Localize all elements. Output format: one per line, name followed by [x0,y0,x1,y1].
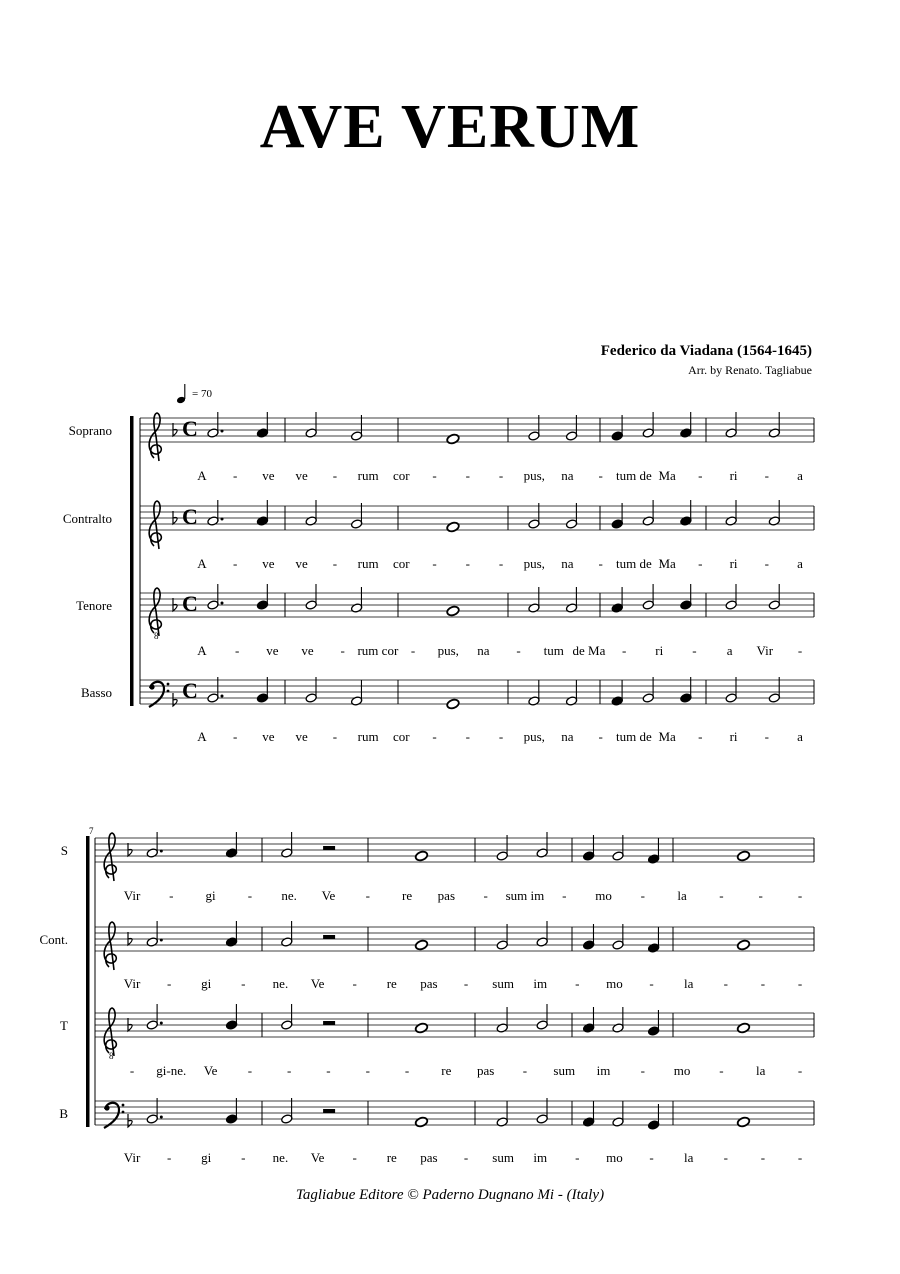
lyric-syllable: pas [420,976,438,991]
publisher-footer: Tagliabue Editore © Paderno Dugnano Mi - (Italy) [295,1187,605,1203]
lyric-syllable: - [287,1063,292,1078]
lyric-syllable: - [649,976,654,991]
lyric-syllable: ri [729,556,738,571]
lyric-syllable: - [692,643,697,658]
lyric-syllable: - [621,643,627,658]
staff-label: S [60,843,68,858]
lyric-syllable: - [233,556,238,571]
lyric-syllable: - [332,556,338,571]
lyric-syllable: - [235,643,240,658]
lyric-syllable: - [465,468,470,483]
lyric-syllable: - [498,556,504,571]
lyric-syllable: - [797,976,803,991]
lyric-syllable: Ve [321,888,336,903]
lyric-syllable: - [797,1150,803,1165]
lyric-syllable: ve [262,729,275,744]
lyric-syllable: ri [655,643,664,658]
lyric-syllable: - [698,556,703,571]
lyric-syllable: ve [295,468,308,483]
page-title: AVE VERUM [259,93,641,161]
lyric-syllable: im [533,1150,548,1165]
lyric-syllable: ne. [281,888,297,903]
lyric-syllable: - [719,888,724,903]
lyric-syllable: rum [357,729,379,744]
lyric-syllable: sum im [505,888,545,903]
lyric-syllable: - [332,468,338,483]
lyric-syllable: - [640,888,645,903]
lyric-syllable: mo [673,1063,691,1078]
lyric-syllable: - [465,729,470,744]
lyric-syllable: - [365,888,370,903]
lyric-syllable: la [677,888,687,903]
lyric-syllable: gi-ne. [156,1063,187,1078]
lyric-syllable: - [365,1063,370,1078]
lyric-syllable: pus, [437,643,459,658]
octave-marker: 8 [109,1051,114,1061]
lyric-syllable: A [197,729,207,744]
lyric-syllable: - [797,888,803,903]
lyric-syllable: pus, [523,729,545,744]
time-signature-common: C [182,416,198,441]
time-signature-common: C [182,504,198,529]
lyric-syllable: a [797,468,803,483]
lyric-syllable: Ma [658,729,676,744]
lyric-syllable: mo [595,888,612,903]
lyric-syllable: ri [729,468,738,483]
lyric-syllable: - [352,976,357,991]
lyric-syllable: ve [262,468,275,483]
lyric-syllable: la [683,976,694,991]
lyric-syllable: - [352,1150,357,1165]
lyric-syllable: sum [492,976,514,991]
lyric-syllable: cor [393,556,410,571]
lyric-syllable: - [649,1150,654,1165]
lyric-syllable: a [797,556,803,571]
lyric-syllable: a [726,643,733,658]
lyric-syllable: ve [266,643,279,658]
lyric-syllable: - [575,1150,580,1165]
lyric-syllable: gi [201,976,212,991]
lyric-syllable: Ve [203,1063,218,1078]
lyric-syllable: - [410,643,416,658]
lyric-syllable: gi [201,1150,212,1165]
lyric-syllable: - [326,1063,331,1078]
time-signature-common: C [182,591,198,616]
lyric-syllable: - [463,976,469,991]
lyric-syllable: cor [393,729,410,744]
lyric-syllable: tum de [616,468,652,483]
lyric-syllable: - [723,976,728,991]
lyric-syllable: - [764,468,769,483]
lyric-syllable: - [764,556,769,571]
lyric-syllable: - [247,1063,253,1078]
lyric-syllable: pas [420,1150,438,1165]
measure-number: 7 [89,826,94,836]
lyric-syllable: re [386,1150,397,1165]
tempo-text: = 70 [192,388,212,400]
lyric-syllable: - [483,888,488,903]
lyric-syllable: ne. [272,976,289,991]
lyric-syllable: A [197,556,207,571]
lyric-syllable: - [598,729,603,744]
staff-label: T [60,1018,68,1033]
composer-credit: Federico da Viadana (1564-1645) [600,343,812,359]
lyric-syllable: - [760,1150,766,1165]
lyric-syllable: ve [301,643,314,658]
lyric-syllable: - [465,556,470,571]
lyric-syllable: rum cor [357,643,399,658]
lyric-syllable: Vir [123,888,141,903]
lyric-syllable: - [166,976,172,991]
lyric-syllable: sum [492,1150,514,1165]
lyric-syllable: - [760,976,766,991]
lyric-syllable: - [562,888,567,903]
lyric-syllable: pus, [523,556,545,571]
lyric-syllable: tum [543,643,564,658]
lyric-syllable: tum de [616,729,652,744]
lyric-syllable: - [241,976,246,991]
lyric-syllable: - [575,976,580,991]
lyric-syllable: - [332,729,338,744]
lyric-syllable: mo [606,1150,623,1165]
time-signature-common: C [182,678,198,703]
lyric-syllable: Ma [658,468,676,483]
lyric-syllable: Vir [756,643,774,658]
lyric-syllable: - [432,729,437,744]
staff-label: Basso [80,685,112,700]
lyric-syllable: - [498,468,504,483]
lyric-syllable: - [432,468,437,483]
lyric-syllable: im [596,1063,611,1078]
lyric-syllable: - [516,643,521,658]
lyric-syllable: - [698,729,703,744]
staff-label: Soprano [68,423,112,438]
lyric-syllable: - [723,1150,728,1165]
lyric-syllable: pus, [523,468,545,483]
lyric-syllable: - [463,1150,469,1165]
lyric-syllable: na [477,643,490,658]
lyric-syllable: Vir [123,1150,141,1165]
lyric-syllable: - [169,888,174,903]
lyric-syllable: - [522,1063,528,1078]
lyric-syllable: ne. [272,1150,289,1165]
lyric-syllable: na [561,556,574,571]
lyric-syllable: - [797,1063,803,1078]
lyric-syllable: rum [357,468,379,483]
lyric-syllable: - [233,729,238,744]
lyric-syllable: cor [393,468,410,483]
staff-label: Cont. [39,932,68,947]
lyric-syllable: la [756,1063,766,1078]
lyric-syllable: la [683,1150,694,1165]
lyric-syllable: - [640,1063,645,1078]
lyric-syllable: ri [729,729,738,744]
lyric-syllable: A [197,468,207,483]
lyric-syllable: ve [262,556,275,571]
lyric-syllable: re [401,888,413,903]
lyric-syllable: - [241,1150,246,1165]
lyric-syllable: Ma [658,556,676,571]
lyric-syllable: - [719,1063,724,1078]
lyric-syllable: rum [357,556,379,571]
lyric-syllable: - [129,1063,135,1078]
lyric-syllable: im [533,976,548,991]
lyric-syllable: re [386,976,397,991]
lyric-syllable: ve [295,729,308,744]
lyric-syllable: - [797,643,803,658]
lyric-syllable: - [698,468,703,483]
lyric-syllable: re [441,1063,452,1078]
lyric-syllable: gi [205,888,216,903]
staff-label: B [59,1106,68,1121]
staff-label: Tenore [76,598,112,613]
lyric-syllable: - [758,888,763,903]
lyric-syllable: na [561,729,574,744]
lyric-syllable: tum de [616,556,652,571]
lyric-syllable: - [598,556,603,571]
arranger-credit: Arr. by Renato. Tagliabue [688,363,812,377]
lyric-syllable: - [233,468,238,483]
lyric-syllable: na [561,468,574,483]
lyric-syllable: Ve [310,976,325,991]
lyric-syllable: sum [553,1063,576,1078]
lyric-syllable: - [498,729,504,744]
lyric-syllable: - [404,1063,410,1078]
lyric-syllable: - [432,556,437,571]
lyric-syllable: - [764,729,769,744]
lyric-syllable: - [166,1150,172,1165]
lyric-syllable: pas [437,888,456,903]
octave-marker: 8 [154,631,159,641]
lyric-syllable: a [797,729,803,744]
lyric-syllable: - [598,468,603,483]
lyric-syllable: Vir [123,976,141,991]
lyric-syllable: Ve [310,1150,325,1165]
lyric-syllable: - [247,888,253,903]
lyric-syllable: - [340,643,345,658]
staff-label: Contralto [62,511,112,526]
lyric-syllable: ve [295,556,308,571]
lyric-syllable: mo [606,976,623,991]
lyric-syllable: A [197,643,207,658]
lyric-syllable: pas [476,1063,495,1078]
lyric-syllable: de Ma [572,643,606,658]
